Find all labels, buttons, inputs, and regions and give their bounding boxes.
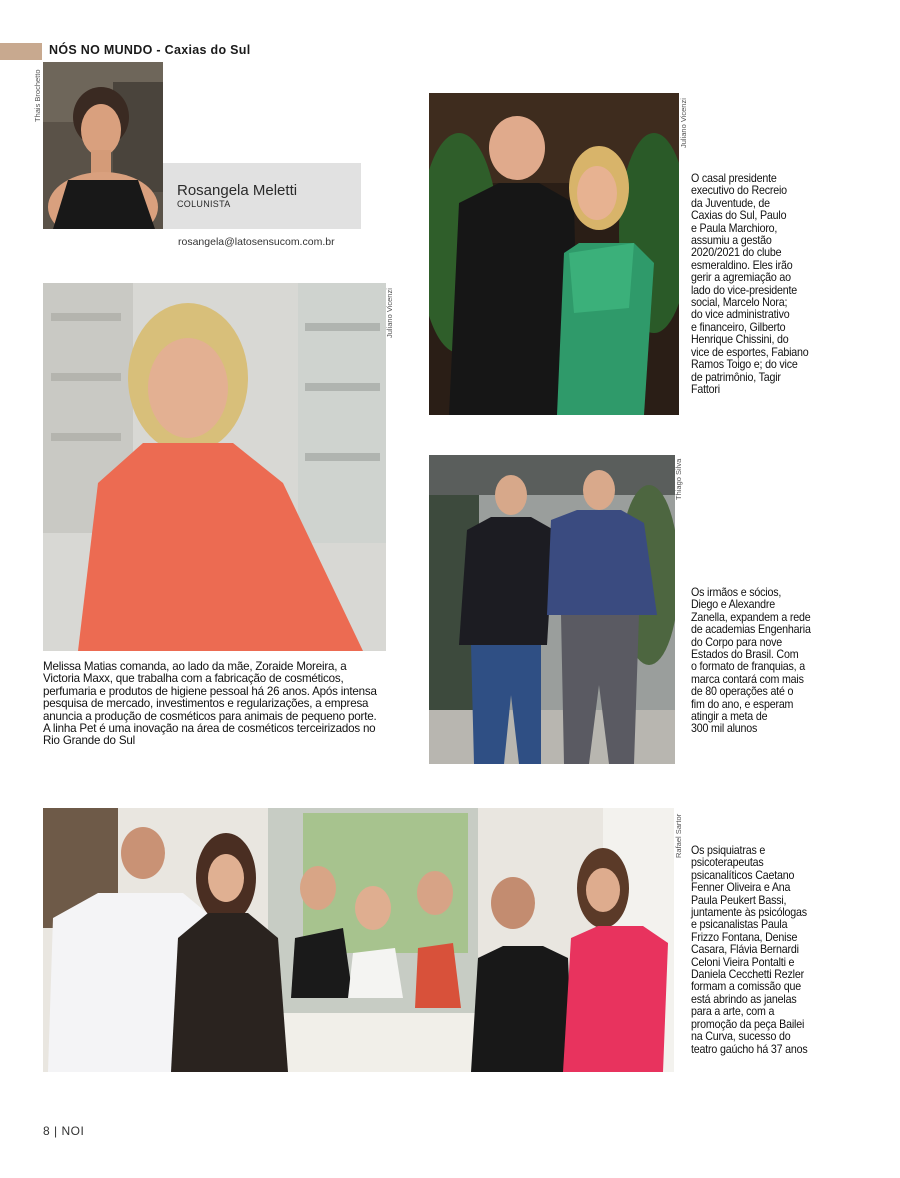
caption-line: Melissa Matias comanda, ao lado da mãe, Zoraide Moreira, a — [43, 660, 347, 673]
columnist-email[interactable]: rosangela@latosensucom.com.br — [178, 236, 335, 248]
caption-line: social, Marcelo Nora; — [691, 296, 788, 310]
footer-divider: | — [54, 1124, 58, 1138]
group-caption — [691, 845, 808, 1056]
couple-caption — [691, 173, 809, 396]
caption-line: e psicanalistas Paula — [691, 918, 788, 932]
caption-line: executivo do Recreio — [691, 184, 787, 198]
caption-line: gerir a agremiação ao — [691, 271, 791, 285]
caption-line: vice de esportes, Fabiano — [691, 345, 809, 359]
caption-line: lado do vice-presidente — [691, 283, 798, 297]
magazine-name: NOI — [61, 1124, 85, 1138]
caption-line: Daniela Cecchetti Rezler — [691, 968, 804, 982]
brothers-caption — [691, 587, 811, 736]
section-title — [49, 43, 251, 57]
caption-line: anuncia a produção de cosméticos para animais de pequeno porte. — [43, 709, 377, 723]
brothers-photo-credit: Thiago Silva — [674, 458, 683, 500]
couple-photo-credit: Juliano Vicenzi — [679, 98, 688, 148]
page-footer — [43, 1124, 84, 1138]
caption-line: esmeraldino. Eles irão — [691, 258, 793, 272]
caption-line: promoção da peça Bailei — [691, 1017, 805, 1031]
columnist-name: Rosangela Meletti — [177, 182, 298, 199]
caption-line: de patrimônio, Tagir — [691, 370, 781, 384]
columnist-role: COLUNISTA — [177, 199, 231, 209]
caption-line: e financeiro, Gilberto — [691, 320, 786, 334]
caption-line: Os psiquiatras e — [691, 844, 766, 857]
caption-line: Diego e Alexandre — [691, 598, 776, 612]
caption-line: psicanalíticos Caetano — [691, 868, 795, 882]
caption-line: A linha Pet é uma inovação na área de cosméticos terceirizados no — [43, 722, 376, 736]
caption-line: juntamente às psicólogas — [691, 906, 807, 920]
caption-line: 300 mil alunos — [691, 722, 758, 736]
brothers-photo — [429, 455, 675, 764]
caption-line: 2020/2021 do clube — [691, 246, 782, 260]
caption-line: Celoni Vieira Pontalti e — [691, 955, 795, 969]
caption-line: do Corpo para nove — [691, 635, 782, 649]
section-separator: - — [152, 43, 165, 57]
caption-line: psicoterapeutas — [691, 856, 764, 870]
couple-photo — [429, 93, 679, 415]
melissa-photo — [43, 283, 386, 651]
caption-line: Fenner Oliveira e Ana — [691, 881, 791, 895]
caption-line: de 80 operações até o — [691, 685, 794, 699]
caption-line: assumiu a gestão — [691, 234, 772, 248]
caption-line: perfumaria e produtos de higiene pessoal há 26 anos. Após intensa — [43, 684, 377, 698]
page-number: 8 — [43, 1124, 51, 1138]
columnist-photo — [43, 62, 163, 229]
caption-line: Os irmãos e sócios, — [691, 586, 782, 599]
caption-line: Caxias do Sul, Paulo — [691, 209, 787, 223]
caption-line: da Juventude, de — [691, 196, 770, 210]
caption-line: Frizzo Fontana, Denise — [691, 930, 798, 944]
caption-line: na Curva, sucesso do — [691, 1030, 791, 1044]
caption-line: pesquisa de mercado, investimentos e regularizações, a empresa — [43, 697, 369, 711]
melissa-caption — [43, 661, 393, 748]
columnist-photo-credit: Thais Brochetto — [33, 69, 42, 122]
caption-line: está abrindo as janelas — [691, 992, 797, 1006]
caption-line: atingir a meta de — [691, 710, 768, 724]
section-name: NÓS NO MUNDO — [49, 43, 153, 57]
header-accent-bar — [0, 43, 42, 60]
caption-line: Henrique Chissini, do — [691, 333, 789, 347]
caption-line: O casal presidente — [691, 172, 777, 185]
caption-line: Ramos Toigo e; do vice — [691, 358, 798, 372]
caption-line: Victoria Maxx, que trabalha com a fabricação de cosméticos, — [43, 672, 344, 686]
section-city: Caxias do Sul — [164, 43, 251, 57]
caption-line: Rio Grande do Sul — [43, 734, 135, 748]
caption-line: o formato de franquias, a — [691, 660, 805, 674]
caption-line: Casara, Flávia Bernardi — [691, 943, 799, 957]
caption-line: marca contará com mais — [691, 672, 804, 686]
caption-line: para a arte, com a — [691, 1005, 775, 1019]
caption-line: formam a comissão que — [691, 980, 801, 994]
caption-line: fim do ano, e esperam — [691, 697, 794, 711]
caption-line: de academias Engenharia — [691, 623, 811, 637]
group-photo — [43, 808, 674, 1072]
melissa-photo-credit: Juliano Vicenzi — [385, 288, 394, 338]
caption-line: teatro gaúcho há 37 anos — [691, 1042, 808, 1056]
group-photo-credit: Rafael Sartor — [674, 813, 683, 858]
caption-line: Paula Peukert Bassi, — [691, 893, 787, 907]
caption-line: e Paula Marchioro, — [691, 221, 778, 235]
caption-line: Zanella, expandem a rede — [691, 610, 811, 624]
caption-line: do vice administrativo — [691, 308, 790, 322]
caption-line: Fattori — [691, 382, 720, 396]
caption-line: Estados do Brasil. Com — [691, 648, 799, 662]
